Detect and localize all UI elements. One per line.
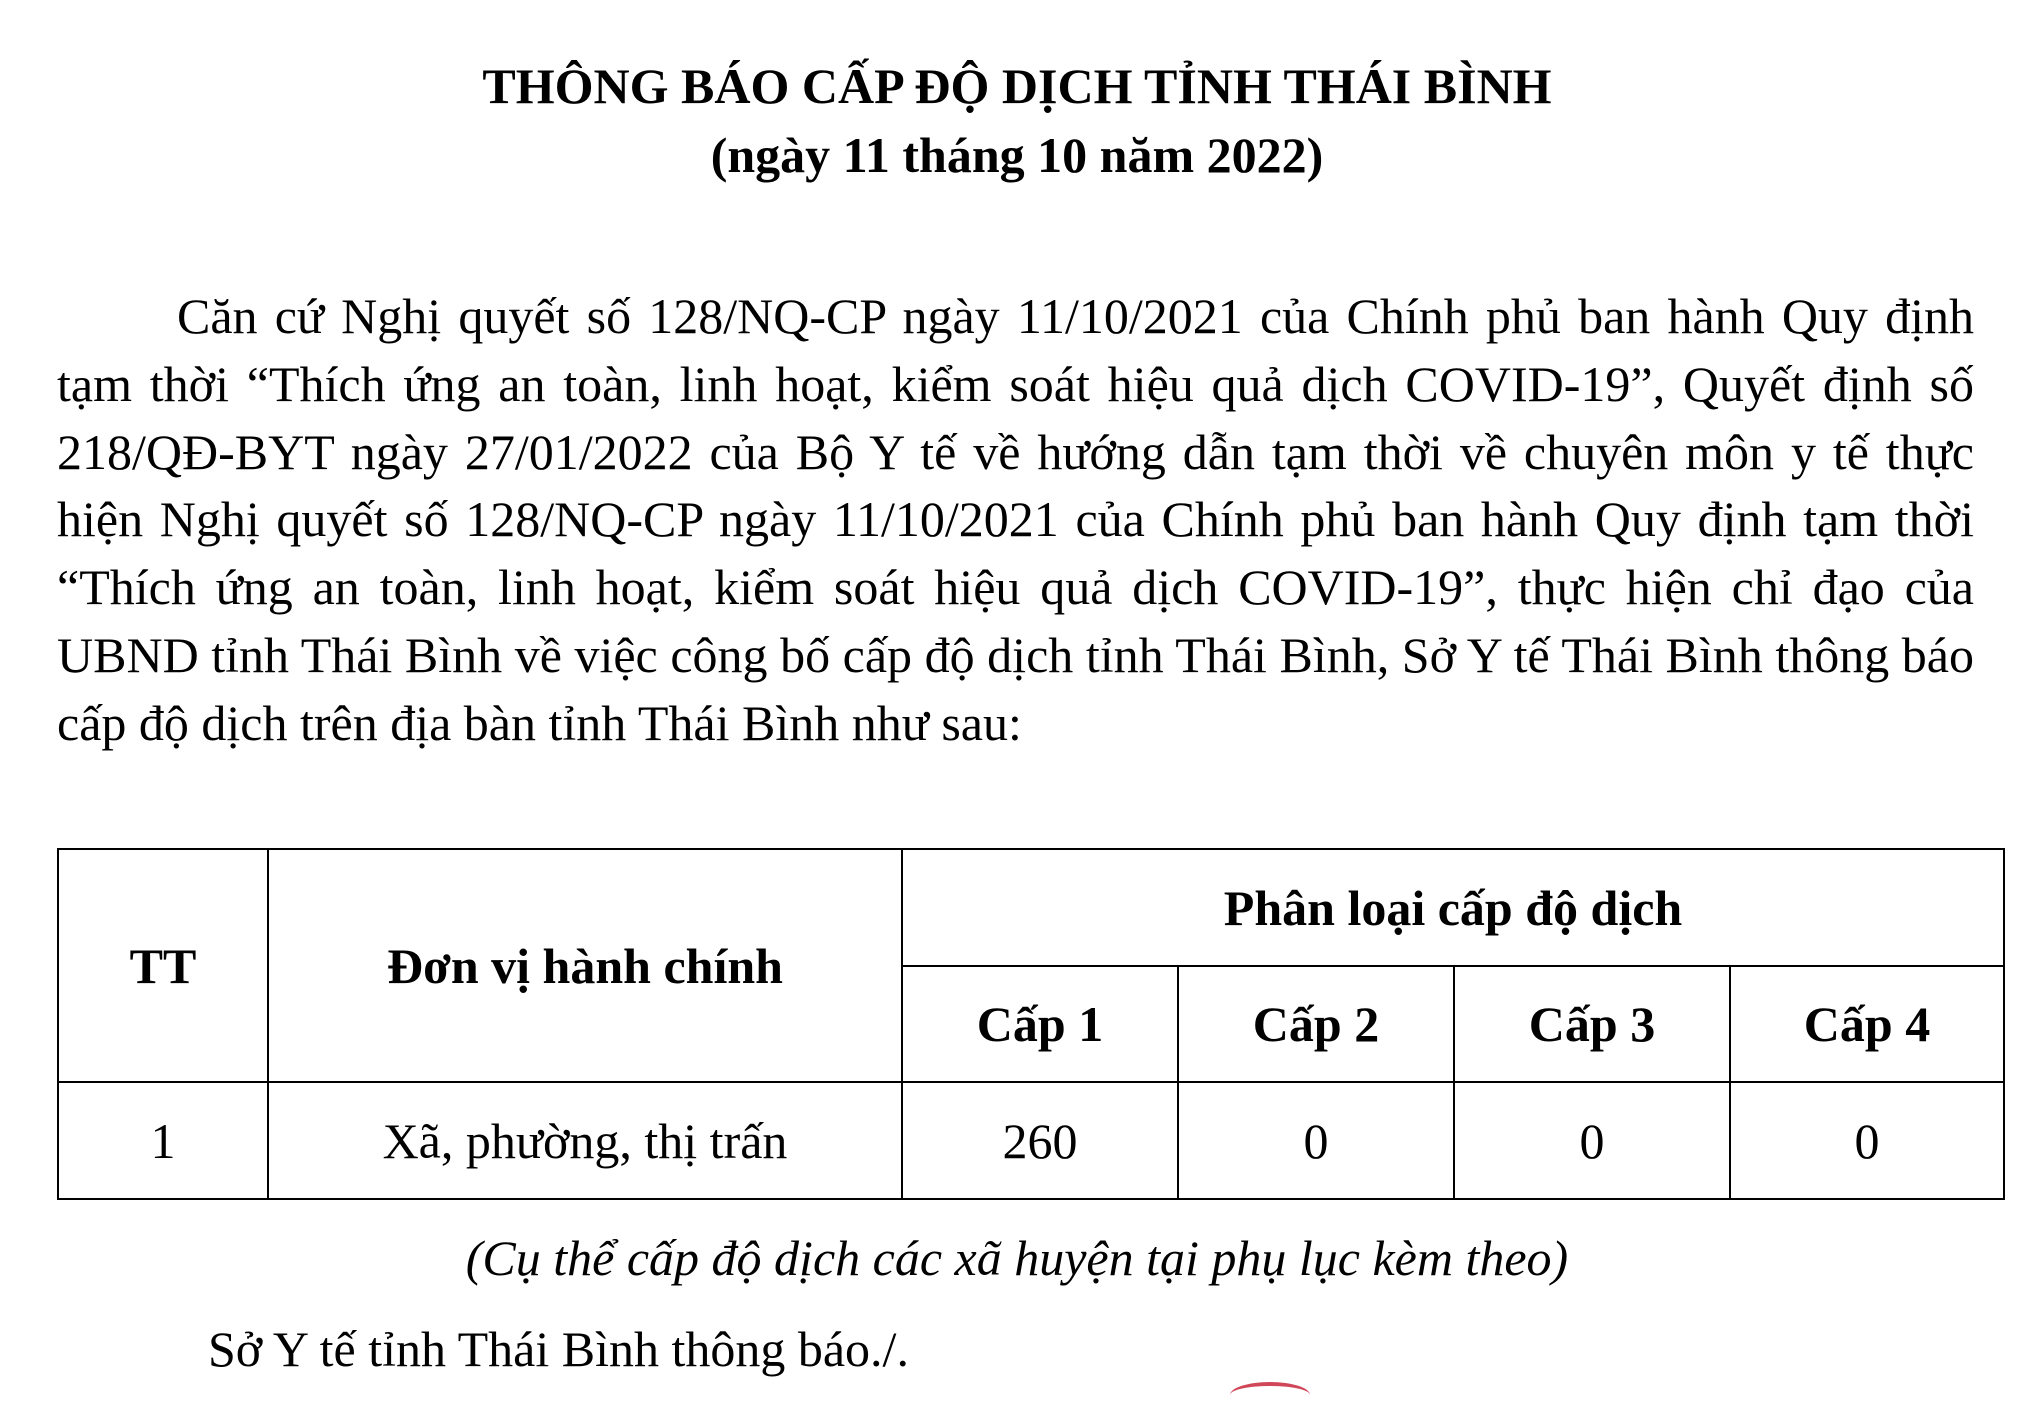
cell-unit: Xã, phường, thị trấn [268,1082,902,1199]
header-unit: Đơn vị hành chính [268,849,902,1082]
cell-level-2: 0 [1178,1082,1454,1199]
header-level-3: Cấp 3 [1454,966,1730,1082]
closing-line: Sở Y tế tỉnh Thái Bình thông báo./. [208,1321,909,1377]
document-date: (ngày 11 tháng 10 năm 2022) [710,127,1324,183]
header-level-group: Phân loại cấp độ dịch [902,849,2004,966]
cell-level-3: 0 [1454,1082,1730,1199]
header-level-1: Cấp 1 [902,966,1178,1082]
table-row [58,1082,2004,1199]
appendix-note: (Cụ thể cấp độ dịch các xã huyện tại phụ lục kèm theo) [465,1230,1569,1286]
document-title: THÔNG BÁO CẤP ĐỘ DỊCH TỈNH THÁI BÌNH [482,58,1552,114]
cell-level-1: 260 [902,1082,1178,1199]
epidemic-level-table [57,848,2005,1200]
body-paragraph: Căn cứ Nghị quyết số 128/NQ-CP ngày 11/10/2021 của Chính phủ ban hành Quy định tạm thời “Thích ứng an toàn, linh hoạt, kiểm soát hiệu quả dịch COVID-19”, Quyết định số 218/QĐ-BYT ngày 27/01/2022 của Bộ Y tế về hướng dẫn tạm thời về chuyên môn y tế thực hiện Nghị quyết số 128/NQ-CP ngày 11/10/2021 của Chính phủ ban hành Quy định tạm thời “Thích ứng an toàn, linh hoạt, kiểm soát hiệu quả dịch COVID-19”, thực hiện chỉ đạo của UBND tỉnh Thái Bình về việc công bố cấp độ dịch tỉnh Thái Bình, Sở Y tế Thái Bình thông báo cấp độ dịch trên địa bàn tỉnh Thái Bình như sau: [57,288,1974,751]
cell-level-4: 0 [1730,1082,2004,1199]
header-tt: TT [58,849,268,1082]
header-level-4: Cấp 4 [1730,966,2004,1082]
cell-tt: 1 [58,1082,268,1199]
seal-stamp-icon [1230,1382,1310,1408]
header-level-2: Cấp 2 [1178,966,1454,1082]
